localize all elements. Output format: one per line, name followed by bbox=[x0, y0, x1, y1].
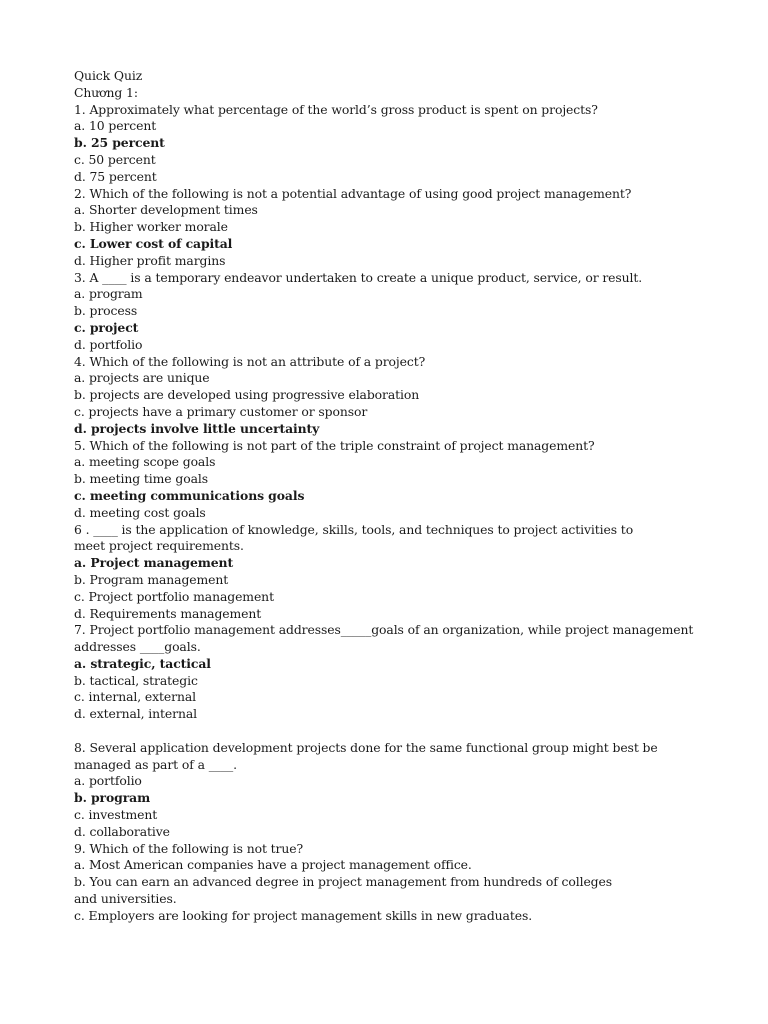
text-line: b. meeting time goals bbox=[74, 471, 208, 487]
answer-line-correct: c. Lower cost of capital bbox=[74, 235, 233, 251]
text-line: c. investment bbox=[74, 807, 158, 823]
text-line: 8. Several application development projects done for the same functional group might best be bbox=[74, 739, 658, 755]
text-line: c. internal, external bbox=[74, 689, 196, 705]
text-line: d. Requirements management bbox=[74, 605, 262, 621]
text-line: meet project requirements. bbox=[74, 538, 244, 554]
text-line: c. Employers are looking for project management skills in new graduates. bbox=[74, 907, 533, 923]
text-line: 7. Project portfolio management addresses_____goals of an organization, while project management bbox=[74, 622, 694, 638]
text-line: d. Higher profit margins bbox=[74, 252, 226, 268]
text-line: d. meeting cost goals bbox=[74, 504, 206, 520]
text-line: Chương 1: bbox=[74, 84, 138, 100]
text-line: a. Shorter development times bbox=[74, 202, 258, 218]
text-line: addresses ____goals. bbox=[74, 639, 201, 655]
text-line: b. Program management bbox=[74, 571, 229, 587]
text-line: 5. Which of the following is not part of the triple constraint of project management? bbox=[74, 437, 595, 453]
text-line: d. collaborative bbox=[74, 823, 170, 839]
text-line: Quick Quiz bbox=[74, 68, 143, 83]
text-line: 2. Which of the following is not a potential advantage of using good project management? bbox=[74, 185, 632, 201]
document-page bbox=[74, 68, 714, 925]
text-line: d. external, internal bbox=[74, 706, 197, 722]
answer-line-correct: b. 25 percent bbox=[74, 135, 165, 151]
text-line: 3. A ____ is a temporary endeavor undertaken to create a unique product, service, or result. bbox=[74, 269, 643, 285]
text-line: a. 10 percent bbox=[74, 118, 157, 134]
text-line: a. program bbox=[74, 286, 143, 302]
text-line: d. portfolio bbox=[74, 336, 143, 352]
text-line: d. 75 percent bbox=[74, 168, 157, 184]
text-line: a. Most American companies have a project management office. bbox=[74, 857, 472, 873]
text-line: 6 . ____ is the application of knowledge, skills, tools, and techniques to project activities to bbox=[74, 521, 634, 537]
text-line: 9. Which of the following is not true? bbox=[74, 840, 304, 856]
text-line: c. 50 percent bbox=[74, 151, 156, 167]
text-line: b. Higher worker morale bbox=[74, 219, 228, 235]
blank-line bbox=[74, 723, 714, 740]
text-line: a. meeting scope goals bbox=[74, 454, 216, 470]
text-line: b. process bbox=[74, 303, 138, 319]
answer-line-correct: c. project bbox=[74, 319, 139, 335]
text-line: managed as part of a ____. bbox=[74, 756, 237, 772]
text-line: b. You can earn an advanced degree in project management from hundreds of colleges bbox=[74, 874, 613, 890]
answer-line-correct: c. meeting communications goals bbox=[74, 487, 305, 503]
answer-line-correct: d. projects involve little uncertainty bbox=[74, 420, 320, 436]
text-line: 1. Approximately what percentage of the world’s gross product is spent on projects? bbox=[74, 101, 598, 117]
answer-line-correct: a. strategic, tactical bbox=[74, 655, 211, 671]
text-line: a. projects are unique bbox=[74, 370, 210, 386]
text-line: c. Project portfolio management bbox=[74, 588, 274, 604]
text-line: b. tactical, strategic bbox=[74, 672, 198, 688]
text-line: a. portfolio bbox=[74, 773, 142, 789]
answer-line-correct: b. program bbox=[74, 790, 151, 806]
answer-line-correct: a. Project management bbox=[74, 555, 234, 571]
text-line: b. projects are developed using progressive elaboration bbox=[74, 387, 420, 403]
text-line: c. projects have a primary customer or sponsor bbox=[74, 403, 368, 419]
text-line: 4. Which of the following is not an attribute of a project? bbox=[74, 353, 426, 369]
text-line: and universities. bbox=[74, 891, 177, 907]
